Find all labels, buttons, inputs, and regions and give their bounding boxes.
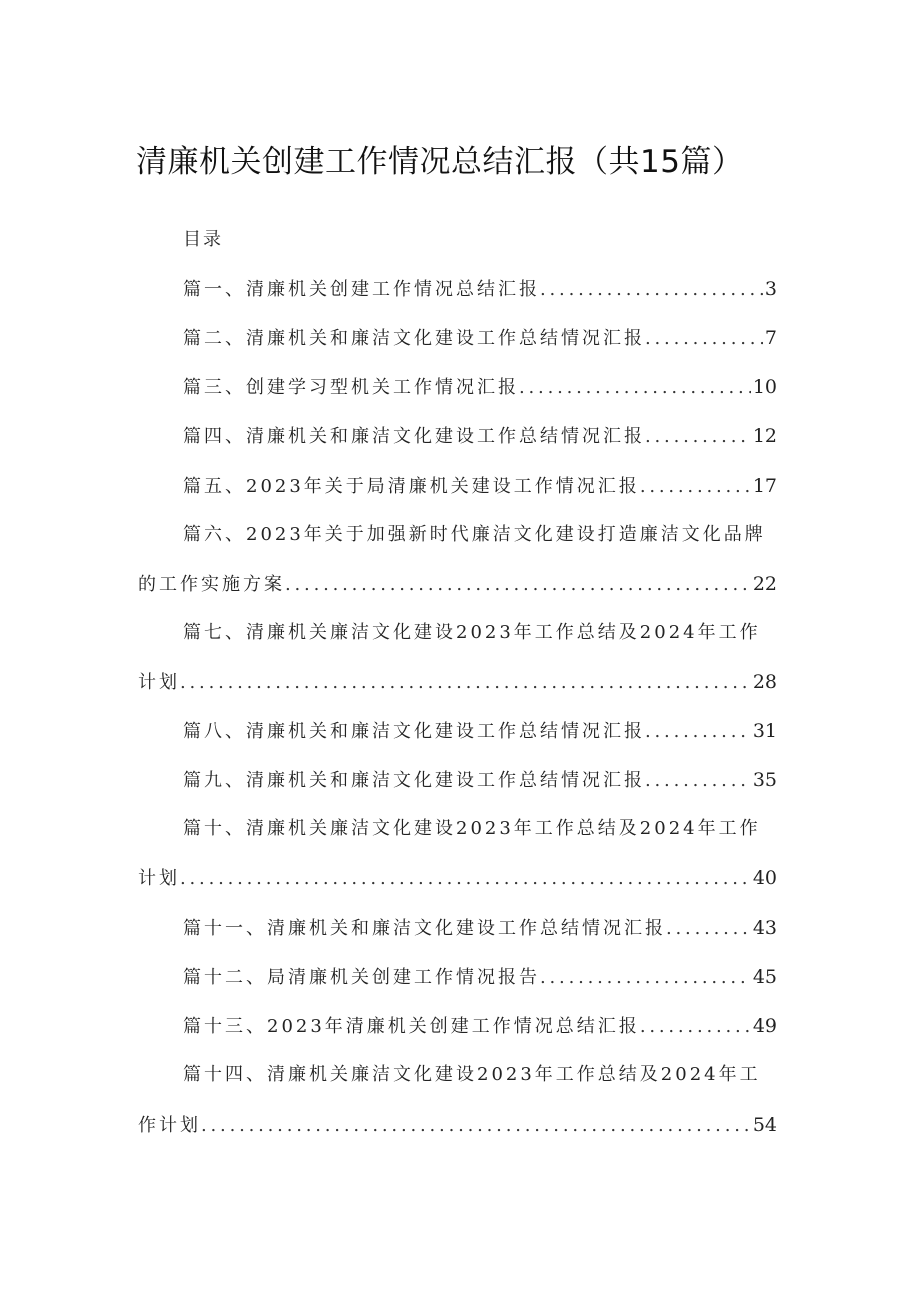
toc-page-number: 12 <box>752 425 777 447</box>
toc-entry-label: 的工作实施方案 <box>138 574 285 595</box>
toc-entry-label: 篇二、清廉机关和廉洁文化建设工作总结情况汇报 <box>183 328 645 349</box>
toc-entry-7-line-1[interactable] <box>183 618 777 648</box>
toc-entry-label: 篇六、2023年关于加强新时代廉洁文化建设打造廉洁文化品牌 <box>183 524 766 545</box>
toc-leader-dots <box>645 324 763 354</box>
toc-leader-dots <box>645 766 751 796</box>
toc-entry-label: 篇十四、清廉机关廉洁文化建设2023年工作总结及2024年工 <box>183 1064 761 1085</box>
toc-entry-1[interactable] <box>183 274 777 304</box>
toc-leader-dots <box>640 1012 751 1042</box>
toc-entry-7-line-2[interactable] <box>138 667 777 697</box>
toc-entry-5[interactable] <box>183 471 777 501</box>
toc-page-number: 54 <box>752 1114 777 1136</box>
toc-entry-label: 篇三、创建学习型机关工作情况汇报 <box>183 377 519 398</box>
toc-entry-14-line-2[interactable] <box>138 1110 777 1140</box>
toc-page-number: 49 <box>752 1015 777 1037</box>
toc-entry-label: 篇五、2023年关于局清廉机关建设工作情况汇报 <box>183 476 640 497</box>
toc-leader-dots <box>519 373 751 403</box>
toc-leader-dots <box>201 1111 751 1141</box>
toc-page-number: 22 <box>752 573 777 595</box>
toc-leader-dots <box>180 864 751 894</box>
toc-leader-dots <box>666 914 751 944</box>
toc-leader-dots <box>640 472 751 502</box>
toc-leader-dots <box>645 422 751 452</box>
toc-leader-dots <box>180 668 751 698</box>
toc-leader-dots <box>540 275 763 305</box>
toc-entry-label: 计划 <box>138 868 180 889</box>
toc-leader-dots <box>285 570 751 600</box>
toc-heading: 目录 <box>183 229 223 250</box>
toc-entry-label: 篇十三、2023年清廉机关创建工作情况总结汇报 <box>183 1016 640 1037</box>
toc-entry-label: 篇一、清廉机关创建工作情况总结汇报 <box>183 279 540 300</box>
toc-entry-10-line-2[interactable] <box>138 863 777 893</box>
toc-entry-4[interactable] <box>183 421 777 451</box>
toc-entry-12[interactable] <box>183 962 777 992</box>
toc-entry-8[interactable] <box>183 716 777 746</box>
toc-entry-label: 篇四、清廉机关和廉洁文化建设工作总结情况汇报 <box>183 426 645 447</box>
toc-entry-label: 篇八、清廉机关和廉洁文化建设工作总结情况汇报 <box>183 721 645 742</box>
toc-entry-11[interactable] <box>183 913 777 943</box>
toc-page-number: 45 <box>752 966 777 988</box>
toc-entry-label: 计划 <box>138 672 180 693</box>
toc-page-number: 10 <box>752 376 777 398</box>
toc-page-number: 7 <box>764 327 777 349</box>
toc-page-number: 3 <box>764 278 777 300</box>
toc-entry-9[interactable] <box>183 765 777 795</box>
toc-entry-13[interactable] <box>183 1011 777 1041</box>
document-title: 清廉机关创建工作情况总结汇报（共15篇） <box>136 144 744 180</box>
toc-entry-14-line-1[interactable] <box>183 1060 777 1090</box>
toc-entry-label: 篇七、清廉机关廉洁文化建设2023年工作总结及2024年工作 <box>183 622 761 643</box>
toc-entry-6-line-1[interactable] <box>183 520 777 550</box>
toc-entry-label: 篇九、清廉机关和廉洁文化建设工作总结情况汇报 <box>183 770 645 791</box>
toc-leader-dots <box>540 963 751 993</box>
toc-entry-6-line-2[interactable] <box>138 569 777 599</box>
toc-entry-3[interactable] <box>183 372 777 402</box>
toc-entry-label: 篇十一、清廉机关和廉洁文化建设工作总结情况汇报 <box>183 918 666 939</box>
toc-page-number: 31 <box>752 720 777 742</box>
toc-page-number: 35 <box>752 769 777 791</box>
toc-entry-2[interactable] <box>183 323 777 353</box>
toc-page-number: 40 <box>752 867 777 889</box>
toc-entry-label: 篇十、清廉机关廉洁文化建设2023年工作总结及2024年工作 <box>183 818 761 839</box>
toc-entry-label: 作计划 <box>138 1115 201 1136</box>
toc-entry-label: 篇十二、局清廉机关创建工作情况报告 <box>183 967 540 988</box>
toc-entry-10-line-1[interactable] <box>183 814 777 844</box>
toc-page-number: 28 <box>752 671 777 693</box>
toc-page-number: 43 <box>752 917 777 939</box>
toc-leader-dots <box>645 717 751 747</box>
toc-page-number: 17 <box>752 475 777 497</box>
